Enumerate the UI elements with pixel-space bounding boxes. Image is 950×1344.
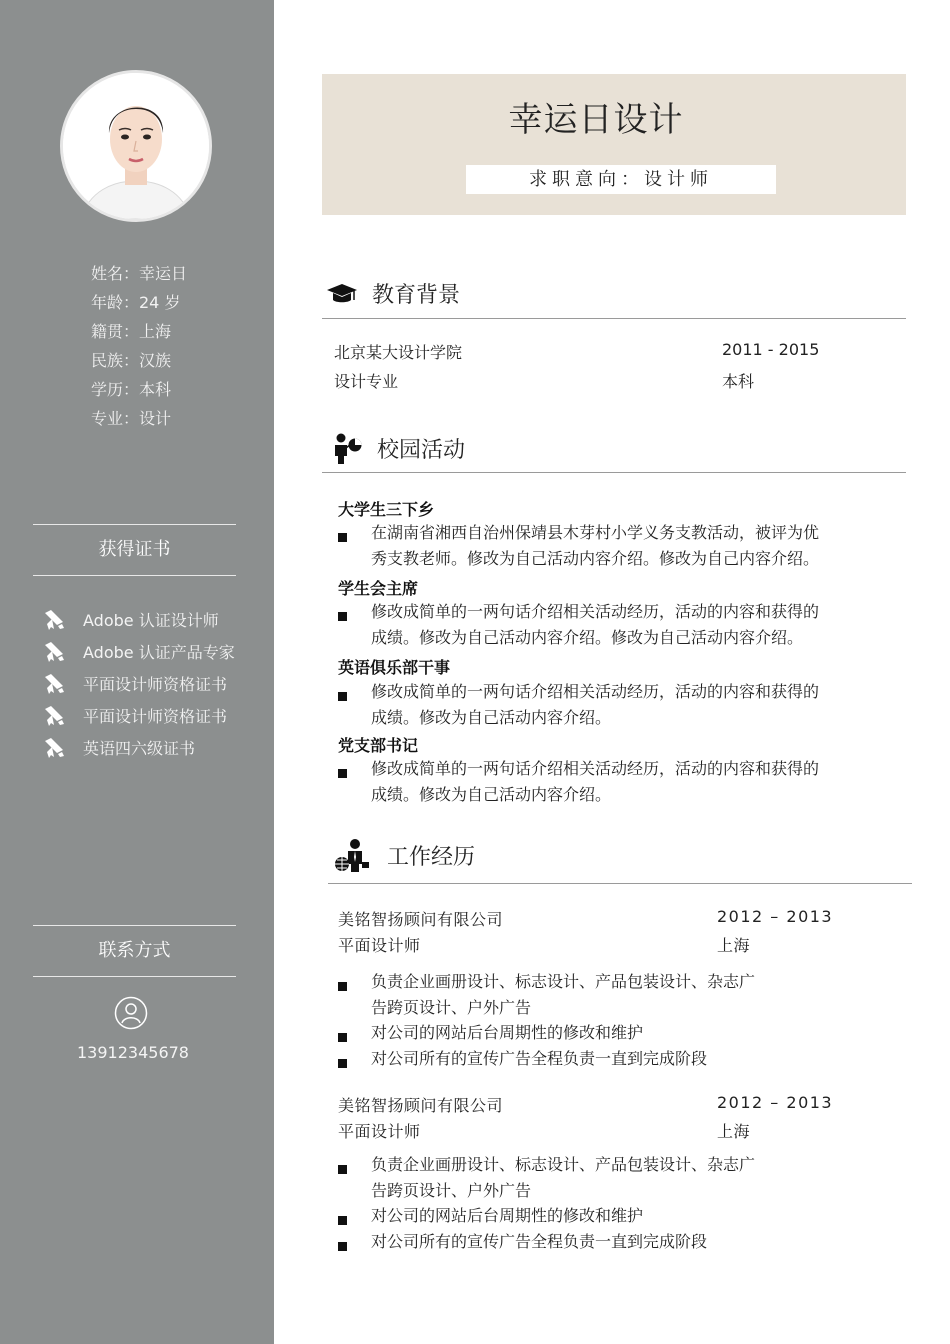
education-heading [326,278,460,309]
text-line: 成绩。修改为自己活动内容介绍。 [371,708,612,727]
portrait-image [63,73,209,219]
certificate-text: Adobe 认证设计师 [83,610,219,630]
businessman-icon [333,838,369,872]
text-line: 负责企业画册设计、标志设计、产品包装设计、杂志广 [371,972,756,991]
major: 设计专业 [334,372,399,391]
certificate-icon [42,703,66,727]
bullet-square [338,1165,347,1174]
certificate-icon [42,639,66,663]
bullet-square [338,769,347,778]
list-item [338,682,820,731]
bullet-square [338,1059,347,1068]
section-title: 校园活动 [377,437,466,463]
list-item [42,731,235,763]
list-item [338,1155,756,1204]
job-city: 上海 [717,1122,751,1141]
bullet-square [338,1242,347,1251]
duty-text: 对公司的网站后台周期性的修改和维护 [371,1206,644,1225]
school-name: 北京某大设计学院 [334,343,463,362]
job-objective: 求职意向：设计师 [466,165,776,194]
certificate-icon [42,735,66,759]
contact-title: 联系方式 [33,925,236,977]
list-item [338,523,820,572]
activity-title: 党支部书记 [338,736,419,755]
certificate-text: 英语四六级证书 [83,738,196,758]
list-item [42,667,235,699]
duty-text: 对公司所有的宣传广告全程负责一直到完成阶段 [371,1049,708,1068]
activity-description [371,679,819,731]
company-name: 美铭智扬顾问有限公司 [338,1096,504,1115]
text-line: 秀支教老师。修改为自己活动内容介绍。修改为自己内容介绍。 [371,549,820,568]
activity-title: 英语俱乐部干事 [338,658,451,677]
list-item [338,972,756,1021]
activity-description [371,756,819,808]
text-line: 修改成简单的一两句话介绍相关活动经历，活动的内容和获得的 [371,682,820,701]
bullet-square [338,533,347,542]
divider [322,318,906,319]
info-education: 学历：本科 [91,380,172,399]
list-item [42,603,235,635]
user-icon [114,996,148,1030]
duty-text: 对公司所有的宣传广告全程负责一直到完成阶段 [371,1232,708,1251]
sidebar [0,0,274,1344]
duty-text [371,969,755,1021]
info-hometown: 籍贯：上海 [91,322,172,341]
company-name: 美铭智扬顾问有限公司 [338,910,504,929]
text-line: 告跨页设计、户外广告 [371,998,532,1017]
info-ethnicity: 民族：汉族 [91,351,172,370]
list-item [42,635,235,667]
bullet-square [338,982,347,991]
bullet-square [338,692,347,701]
certificate-text: 平面设计师资格证书 [83,706,228,726]
certificate-list [42,603,235,763]
job-period: 2012 – 2013 [717,1093,834,1112]
certificate-icon [42,671,66,695]
avatar [60,70,212,222]
info-name: 姓名：幸运日 [91,264,188,283]
text-line: 成绩。修改为自己活动内容介绍。修改为自己活动内容介绍。 [371,628,804,647]
list-item [338,1232,708,1255]
certificate-text: 平面设计师资格证书 [83,674,228,694]
list-item [338,602,820,651]
graduation-cap-icon [326,280,358,308]
duty-text: 对公司的网站后台周期性的修改和维护 [371,1023,644,1042]
activity-description [371,520,819,572]
personal-info [91,259,187,433]
info-major: 专业：设计 [91,409,172,428]
list-item [338,1049,708,1072]
activity-title: 大学生三下乡 [338,500,435,519]
page-title: 幸运日设计 [508,100,684,140]
list-item [338,1023,644,1046]
presenter-icon [333,432,363,464]
job-position: 平面设计师 [338,1122,421,1141]
text-line: 在湖南省湘西自治州保靖县木芽村小学义务支教活动，被评为优 [371,523,820,542]
list-item [338,1206,644,1229]
job-position: 平面设计师 [338,936,421,955]
certificate-icon [42,607,66,631]
degree: 本科 [722,372,755,391]
bullet-square [338,1216,347,1225]
certificate-text: Adobe 认证产品专家 [83,642,235,662]
duty-text [371,1152,755,1204]
job-period: 2012 – 2013 [717,907,834,926]
text-line: 成绩。修改为自己活动内容介绍。 [371,785,612,804]
activity-title: 学生会主席 [338,579,419,598]
text-line: 告跨页设计、户外广告 [371,1181,532,1200]
list-item [338,759,820,808]
section-title: 工作经历 [387,844,476,870]
activities-heading [333,432,465,464]
text-line: 修改成简单的一两句话介绍相关活动经历，活动的内容和获得的 [371,602,820,621]
bullet-square [338,1033,347,1042]
education-years: 2011 - 2015 [722,340,820,359]
activity-description [371,599,819,651]
info-age: 年龄：24 岁 [91,293,181,312]
header-banner [322,74,906,215]
divider [322,472,906,473]
text-line: 修改成简单的一两句话介绍相关活动经历，活动的内容和获得的 [371,759,820,778]
phone-number: 13912345678 [77,1043,189,1062]
list-item [42,699,235,731]
text-line: 负责企业画册设计、标志设计、产品包装设计、杂志广 [371,1155,756,1174]
work-heading [333,838,475,872]
bullet-square [338,612,347,621]
divider [328,883,912,884]
job-city: 上海 [717,936,751,955]
certificates-title: 获得证书 [33,524,236,576]
section-title: 教育背景 [372,283,461,308]
